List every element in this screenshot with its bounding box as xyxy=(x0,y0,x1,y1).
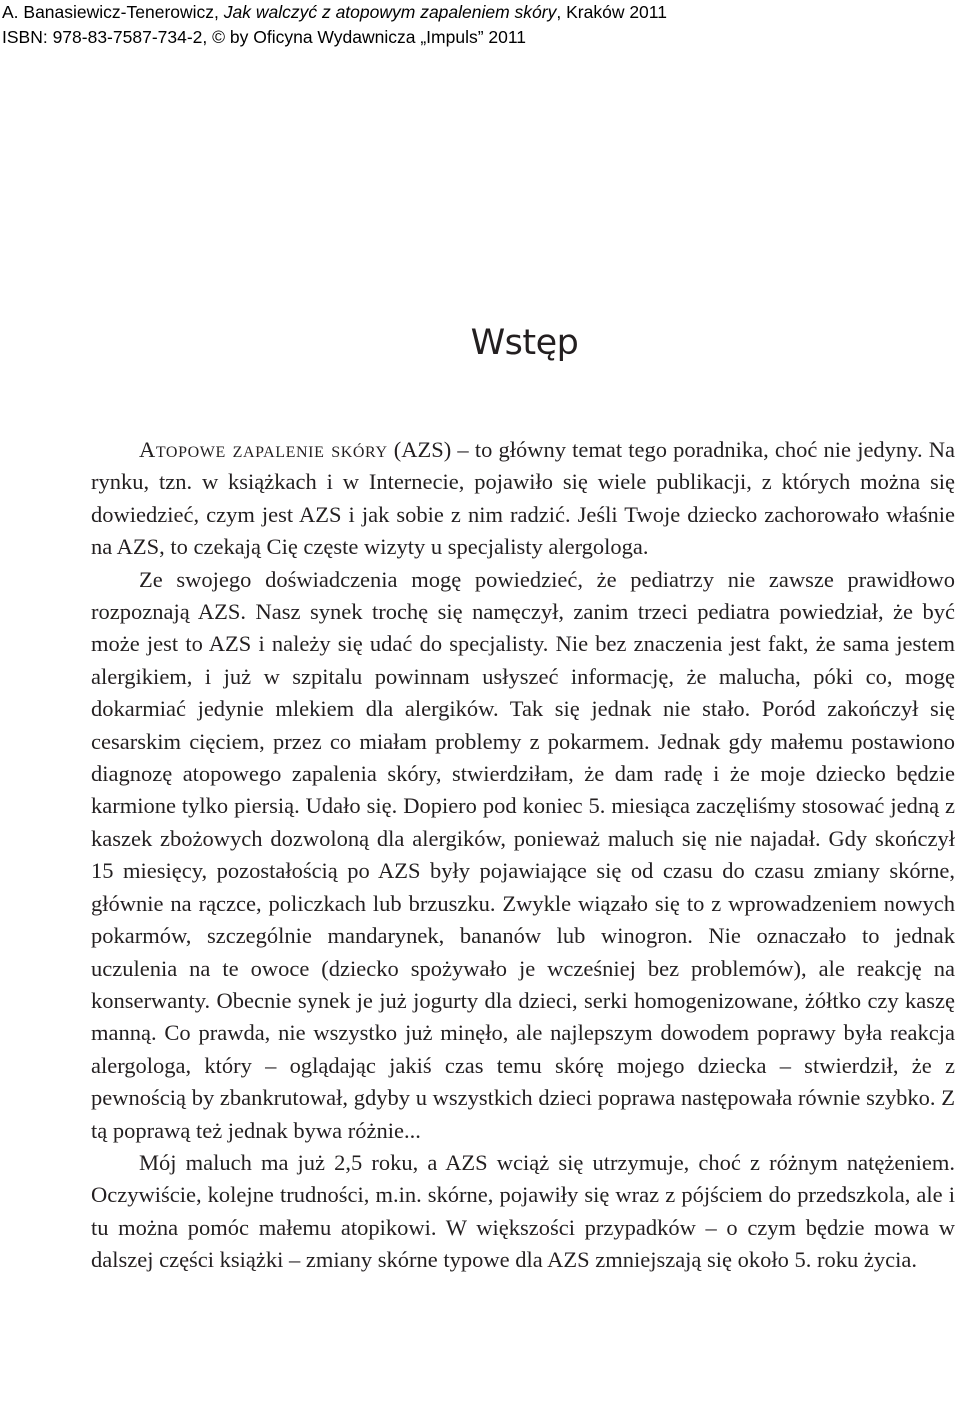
citation-header xyxy=(2,0,952,50)
paragraph-1-text: (AZS) – to główny temat tego poradnika, choć nie jedyny. Na rynku, tzn. w książkach i w Internecie, pojawiło się wiele publikacji, z których można się dowiedzieć, czym jest AZS i jak sobie z nim radzić. Jeśli Twoje dziecko zachorowało właśnie na AZS, to czekają Cię częste wizyty u specjalisty alergologa. xyxy=(91,437,955,560)
paragraph-3: Mój maluch ma już 2,5 roku, a AZS wciąż się utrzymuje, choć z różnym natężeniem. Oczywiście, kolejne trudności, m.in. skórne, pojawiły się wraz z pójściem do przedszkola, ale i tu można pomóc małemu atopikowi. W większości przypadków – o czym będzie mowa w dalszej części książki – zmiany skórne typowe dla AZS zmniejszają się około 5. roku życia. xyxy=(91,1149,955,1273)
paragraph-1 xyxy=(91,434,955,564)
paragraph-2: Ze swojego doświadczenia mogę powiedzieć, że pediatrzy nie zawsze prawidłowo rozpoznają AZS. Nasz synek trochę się namęczył, zanim trzeci pediatra powiedział, że być może jest to AZS i należy się udać do specjalisty. Nie bez znaczenia jest fakt, że sama jestem alergikiem, i już w szpitalu powinnam usłyszeć informację, że malucha, póki co, mogę dokarmiać jedynie mlekiem dla alergików. Tak się jednak nie stało. Poród zakończył się cesarskim cięciem, przez co miałam problemy z pokarmem. Jednak gdy małemu postawiono diagnozę atopowego zapalenia skóry, stwierdziłam, że dam radę i że moje dziecko będzie karmione tylko piersią. Udało się. Dopiero pod koniec 5. miesiąca zaczęliśmy stosować jedną z kaszek zbożowych dozwoloną dla alergików, ponieważ maluch się nie najadał. Gdy skończył 15 miesięcy, pozostałością po AZS były pojawiające się od czasu do czasu zmiany skórne, głównie na rączce, policzkach lub brzuszku. Zwykle wiązało się to z wprowadzeniem nowych pokarmów, szczególnie mandarynek, bananów lub winogron. Nie oznaczało to jednak uczulenia na te owoce (dziecko spożywało je wcześniej bez problemów), ale reakcję na konserwanty. Obecnie synek je już jogurty dla dzieci, serki homogenizowane, żółtko czy kaszę manną. Co prawda, nie wszystko już minęło, ale najlepszym dowodem poprawy była reakcja alergologa, który – oglądając jakiś czas temu skórę mojego dziecka – stwierdził, że z pewnością by zbankrutował, gdyby u wszystkich dzieci poprawa następowała równie szybko. Z tą poprawą też jednak bywa różnie... xyxy=(91,566,955,1143)
citation-place-year: , Kraków 2011 xyxy=(556,2,667,22)
citation-line-2: ISBN: 978-83-7587-734-2, © by Oficyna Wydawnicza „Impuls” 2011 xyxy=(2,27,527,47)
citation-book-title: Jak walczyć z atopowym zapaleniem skóry xyxy=(223,2,557,22)
citation-author: A. Banasiewicz-Tenerowicz, xyxy=(2,2,224,22)
chapter-title: Wstęp xyxy=(470,323,579,363)
chapter-body xyxy=(91,434,955,1277)
citation-line-1 xyxy=(2,0,952,25)
paragraph-1-lead: Atopowe zapalenie skóry xyxy=(139,437,388,462)
